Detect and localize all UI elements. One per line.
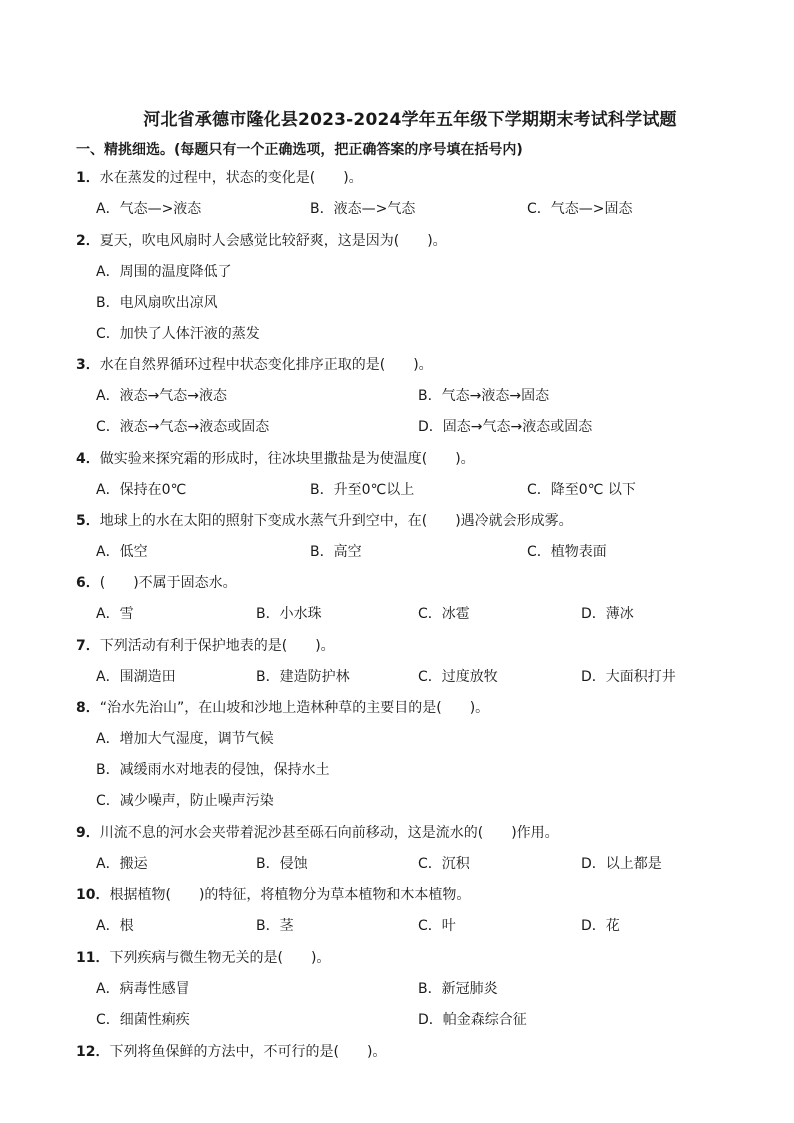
option-3b: B．气态→液态→固态 (418, 388, 550, 404)
question-1 (76, 167, 363, 187)
option-2c: C．加快了人体汗液的蒸发 (96, 326, 260, 342)
question-9 (76, 822, 559, 842)
option-1c: C．气态—>固态 (527, 201, 633, 217)
option-7d: D．大面积打井 (581, 669, 676, 685)
option-11b: B．新冠肺炎 (418, 981, 498, 997)
question-5 (76, 510, 573, 530)
question-number: 2． (76, 233, 100, 249)
question-number: 6． (76, 575, 100, 591)
option-6b: B．小水珠 (256, 606, 322, 622)
question-text: 下列活动有利于保护地表的是( )。 (99, 638, 335, 654)
question-7 (76, 635, 335, 655)
question-number: 1． (76, 170, 100, 186)
question-11 (76, 947, 330, 967)
option-4c: C．降至0℃ 以下 (527, 482, 636, 498)
question-number: 12． (76, 1044, 110, 1060)
option-8a: A．增加大气湿度，调节气候 (96, 731, 274, 747)
question-text: 下列将鱼保鲜的方法中，不可行的是( )。 (109, 1044, 387, 1060)
option-8c: C．减少噪声，防止噪声污染 (96, 793, 274, 809)
question-number: 4． (76, 451, 100, 467)
question-10 (76, 884, 470, 904)
option-1a: A．气态—>液态 (96, 201, 202, 217)
option-5b: B．高空 (310, 544, 362, 560)
option-5c: C．植物表面 (527, 544, 607, 560)
option-9d: D．以上都是 (581, 856, 662, 872)
question-text: 做实验来探究霜的形成时，往冰块里撒盐是为使温度( )。 (99, 451, 475, 467)
question-text: 下列疾病与微生物无关的是( )。 (109, 950, 331, 966)
option-3d: D．固态→气态→液态或固态 (418, 419, 593, 435)
question-text: “治水先治山”，在山坡和沙地上造林种草的主要目的是( )。 (99, 700, 490, 716)
question-text: ( )不属于固态水。 (99, 575, 237, 591)
option-9a: A．搬运 (96, 856, 148, 872)
option-11d: D．帕金森综合征 (418, 1012, 527, 1028)
question-number: 9． (76, 825, 100, 841)
option-7c: C．过度放牧 (418, 669, 498, 685)
question-3 (76, 354, 433, 374)
question-12 (76, 1041, 386, 1061)
option-7b: B．建造防护林 (256, 669, 350, 685)
question-6 (76, 572, 237, 592)
question-number: 11． (76, 950, 110, 966)
question-number: 5． (76, 513, 100, 529)
option-6a: A．雪 (96, 606, 134, 622)
option-3a: A．液态→气态→液态 (96, 388, 228, 404)
option-2a: A．周围的温度降低了 (96, 264, 232, 280)
question-4 (76, 448, 475, 468)
question-number: 7． (76, 638, 100, 654)
question-text: 根据植物( )的特征，将植物分为草本植物和木本植物。 (109, 887, 471, 903)
option-3c: C．液态→气态→液态或固态 (96, 419, 270, 435)
question-number: 10． (76, 887, 110, 903)
section-heading: 一、精挑细选。(每题只有一个正确选项，把正确答案的序号填在括号内) (76, 142, 523, 158)
question-8 (76, 697, 489, 717)
option-10b: B．茎 (256, 918, 294, 934)
option-11c: C．细菌性痢疾 (96, 1012, 190, 1028)
option-6c: C．冰雹 (418, 606, 470, 622)
question-number: 8． (76, 700, 100, 716)
option-1b: B．液态—>气态 (310, 201, 416, 217)
option-6d: D．薄冰 (581, 606, 634, 622)
question-text: 川流不息的河水会夹带着泥沙甚至砾石向前移动，这是流水的( )作用。 (99, 825, 559, 841)
question-text: 地球上的水在太阳的照射下变成水蒸气升到空中，在( )遇冷就会形成雾。 (99, 513, 573, 529)
page-title: 河北省承德市隆化县2023-2024学年五年级下学期期末考试科学试题 (143, 110, 677, 130)
option-11a: A．病毒性感冒 (96, 981, 190, 997)
option-4b: B．升至0℃以上 (310, 482, 415, 498)
question-2 (76, 230, 447, 250)
option-5a: A．低空 (96, 544, 148, 560)
option-7a: A．围湖造田 (96, 669, 176, 685)
option-10c: C．叶 (418, 918, 456, 934)
option-2b: B．电风扇吹出凉风 (96, 295, 218, 311)
question-text: 水在自然界循环过程中状态变化排序正取的是( )。 (99, 357, 433, 373)
option-10d: D．花 (581, 918, 620, 934)
question-number: 3． (76, 357, 100, 373)
option-9b: B．侵蚀 (256, 856, 308, 872)
question-text: 水在蒸发的过程中，状态的变化是( )。 (99, 170, 363, 186)
option-4a: A．保持在0℃ (96, 482, 187, 498)
option-9c: C．沉积 (418, 856, 470, 872)
question-text: 夏天，吹电风扇时人会感觉比较舒爽，这是因为( )。 (99, 233, 447, 249)
option-8b: B．减缓雨水对地表的侵蚀，保持水土 (96, 762, 330, 778)
option-10a: A．根 (96, 918, 134, 934)
